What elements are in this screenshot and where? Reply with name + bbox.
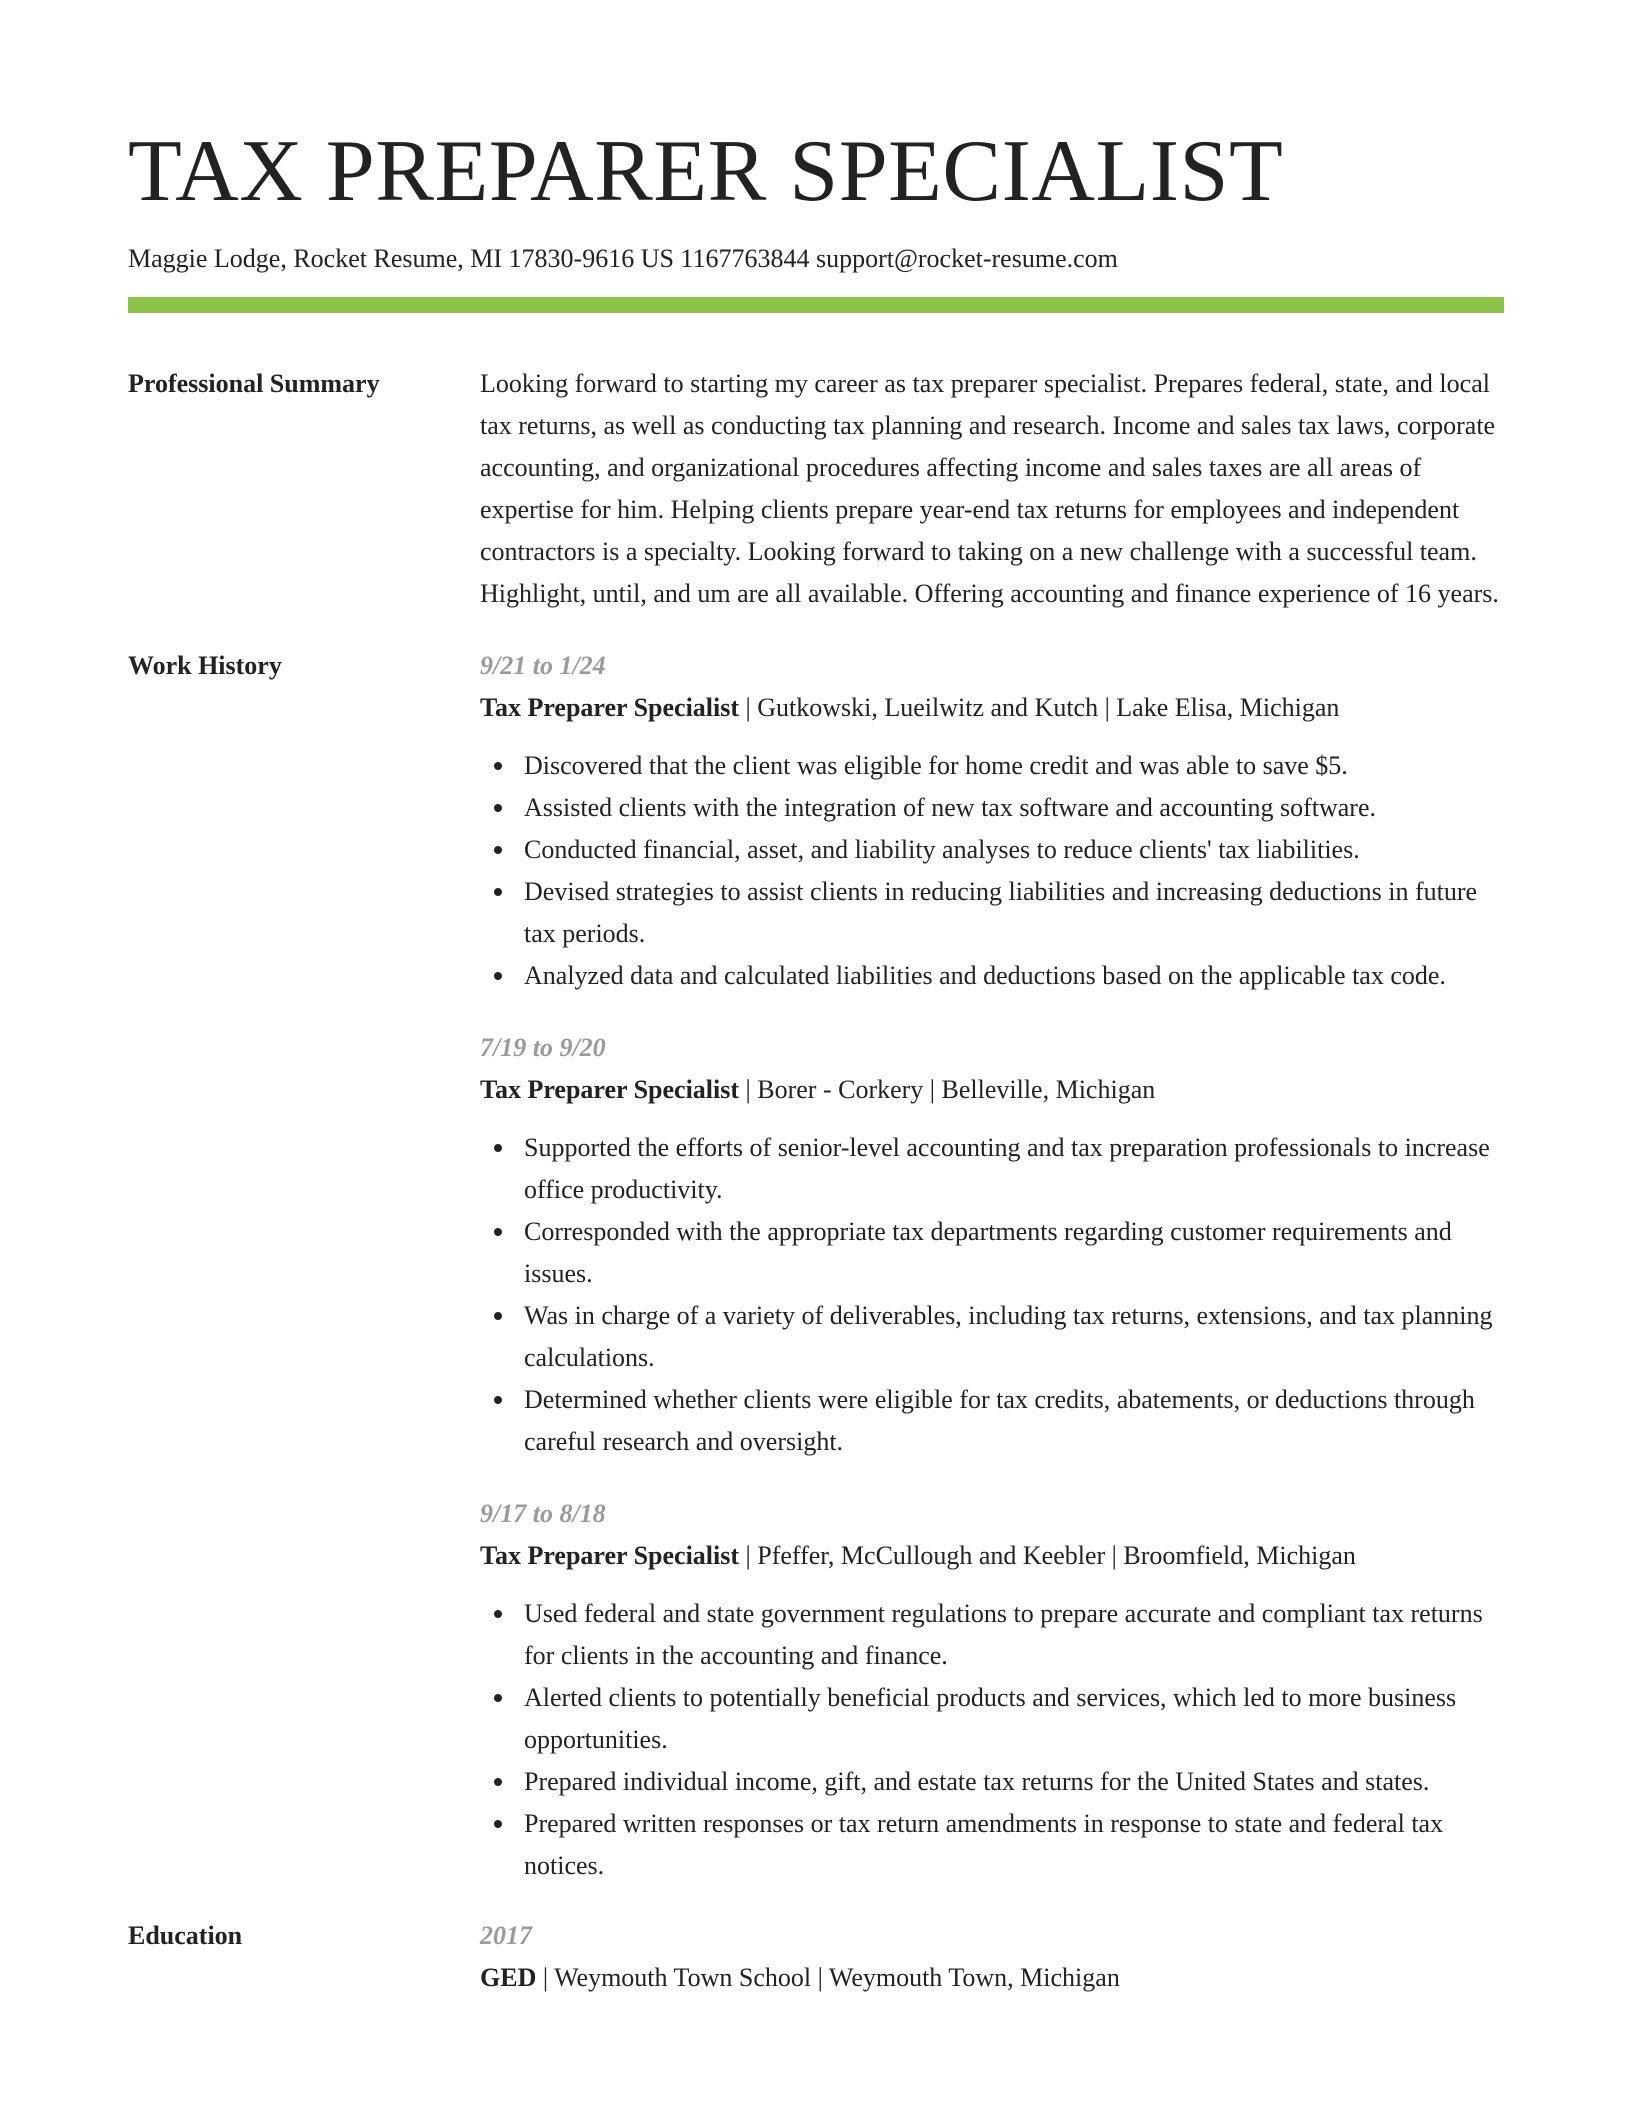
bullet-text: Determined whether clients were eligible for tax credits, abatements, or deductions through careful research and oversight. bbox=[524, 1385, 1475, 1456]
job-bullet bbox=[524, 1295, 1504, 1379]
bullet-icon bbox=[494, 1228, 502, 1236]
job-details: | Gutkowski, Lueilwitz and Kutch | Lake Elisa, Michigan bbox=[739, 693, 1340, 722]
job-bullet bbox=[524, 1803, 1504, 1887]
bullet-icon bbox=[494, 1610, 502, 1618]
job-title: Tax Preparer Specialist bbox=[480, 1541, 740, 1570]
section-label-summary: Professional Summary bbox=[128, 369, 380, 398]
job-dates: 7/19 to 9/20 bbox=[480, 1033, 606, 1062]
work-history-section bbox=[128, 645, 1504, 1887]
bullet-icon bbox=[494, 888, 502, 896]
job-heading bbox=[480, 1069, 1504, 1111]
section-label-education: Education bbox=[128, 1921, 243, 1950]
bullet-text: Corresponded with the appropriate tax departments regarding customer requirements and issues. bbox=[524, 1217, 1452, 1288]
job-entry bbox=[480, 1493, 1504, 1887]
job-bullet bbox=[524, 1379, 1504, 1463]
education-section bbox=[128, 1915, 1504, 1999]
job-entry bbox=[480, 1027, 1504, 1463]
bullet-icon bbox=[494, 1144, 502, 1152]
bullet-text: Alerted clients to potentially beneficial products and services, which led to more business opportunities. bbox=[524, 1683, 1457, 1754]
job-dates: 9/17 to 8/18 bbox=[480, 1499, 606, 1528]
bullet-text: Prepared individual income, gift, and estate tax returns for the United States and states. bbox=[524, 1767, 1430, 1796]
education-degree: GED bbox=[480, 1963, 537, 1992]
job-heading bbox=[480, 1535, 1504, 1577]
job-bullet bbox=[524, 1211, 1504, 1295]
bullet-text: Was in charge of a variety of deliverables, including tax returns, extensions, and tax planning calculations. bbox=[524, 1301, 1493, 1372]
job-title: Tax Preparer Specialist bbox=[480, 693, 740, 722]
job-bullet bbox=[524, 1761, 1504, 1803]
bullet-icon bbox=[494, 762, 502, 770]
bullet-text: Assisted clients with the integration of new tax software and accounting software. bbox=[524, 793, 1376, 822]
bullet-text: Devised strategies to assist clients in reducing liabilities and increasing deductions in future tax periods. bbox=[524, 877, 1478, 948]
job-bullet bbox=[524, 871, 1504, 955]
education-dates: 2017 bbox=[480, 1921, 532, 1950]
bullet-icon bbox=[494, 1396, 502, 1404]
resume-title: TAX PREPARER SPECIALIST bbox=[128, 123, 1284, 220]
education-details: | Weymouth Town School | Weymouth Town, Michigan bbox=[536, 1963, 1120, 1992]
job-bullet bbox=[524, 787, 1504, 829]
bullet-text: Analyzed data and calculated liabilities and deductions based on the applicable tax code. bbox=[524, 961, 1446, 990]
job-details: | Pfeffer, McCullough and Keebler | Broomfield, Michigan bbox=[739, 1541, 1356, 1570]
job-bullet bbox=[524, 745, 1504, 787]
job-bullet bbox=[524, 955, 1504, 997]
education-heading bbox=[480, 1957, 1504, 1999]
bullet-icon bbox=[494, 1820, 502, 1828]
bullet-icon bbox=[494, 1312, 502, 1320]
job-bullet bbox=[524, 1127, 1504, 1211]
job-bullet bbox=[524, 829, 1504, 871]
bullet-icon bbox=[494, 846, 502, 854]
summary-body bbox=[480, 363, 1504, 615]
work-history-body bbox=[480, 645, 1504, 1887]
professional-summary-section bbox=[128, 363, 1504, 615]
bullet-icon bbox=[494, 1778, 502, 1786]
job-bullet-list bbox=[480, 1127, 1504, 1463]
bullet-icon bbox=[494, 804, 502, 812]
job-heading bbox=[480, 687, 1504, 729]
job-title: Tax Preparer Specialist bbox=[480, 1075, 740, 1104]
resume-page bbox=[128, 0, 1504, 1999]
job-dates: 9/21 to 1/24 bbox=[480, 651, 606, 680]
job-bullet bbox=[524, 1593, 1504, 1677]
accent-divider bbox=[128, 297, 1504, 313]
section-label-work-history: Work History bbox=[128, 651, 282, 680]
bullet-text: Conducted financial, asset, and liability analyses to reduce clients' tax liabilities. bbox=[524, 835, 1360, 864]
bullet-text: Prepared written responses or tax return amendments in response to state and federal tax notices. bbox=[524, 1809, 1444, 1880]
job-bullet-list bbox=[480, 1593, 1504, 1887]
job-bullet-list bbox=[480, 745, 1504, 997]
bullet-text: Used federal and state government regulations to prepare accurate and compliant tax returns for clients in the accounting and finance. bbox=[524, 1599, 1483, 1670]
bullet-icon bbox=[494, 1694, 502, 1702]
summary-text: Looking forward to starting my career as tax preparer specialist. Prepares federal, state, and local tax returns, as well as conducting tax planning and research. Income and sales tax laws, corporate accounting, and organizational procedures affecting income and sales taxes are all areas of expertise for him. Helping clients prepare year-end tax returns for employees and independent contractors is a specialty. Looking forward to taking on a new challenge with a successful team. Highlight, until, and um are all available. Offering accounting and finance experience of 16 years. bbox=[480, 369, 1499, 608]
job-entry bbox=[480, 645, 1504, 997]
job-bullet bbox=[524, 1677, 1504, 1761]
bullet-text: Discovered that the client was eligible for home credit and was able to save $5. bbox=[524, 751, 1348, 780]
bullet-text: Supported the efforts of senior-level accounting and tax preparation professionals to increase office productivity. bbox=[524, 1133, 1490, 1204]
bullet-icon bbox=[494, 972, 502, 980]
education-body bbox=[480, 1915, 1504, 1999]
contact-line: Maggie Lodge, Rocket Resume, MI 17830-9616 US 1167763844 support@rocket-resume.com bbox=[128, 244, 1118, 273]
job-details: | Borer - Corkery | Belleville, Michigan bbox=[739, 1075, 1156, 1104]
